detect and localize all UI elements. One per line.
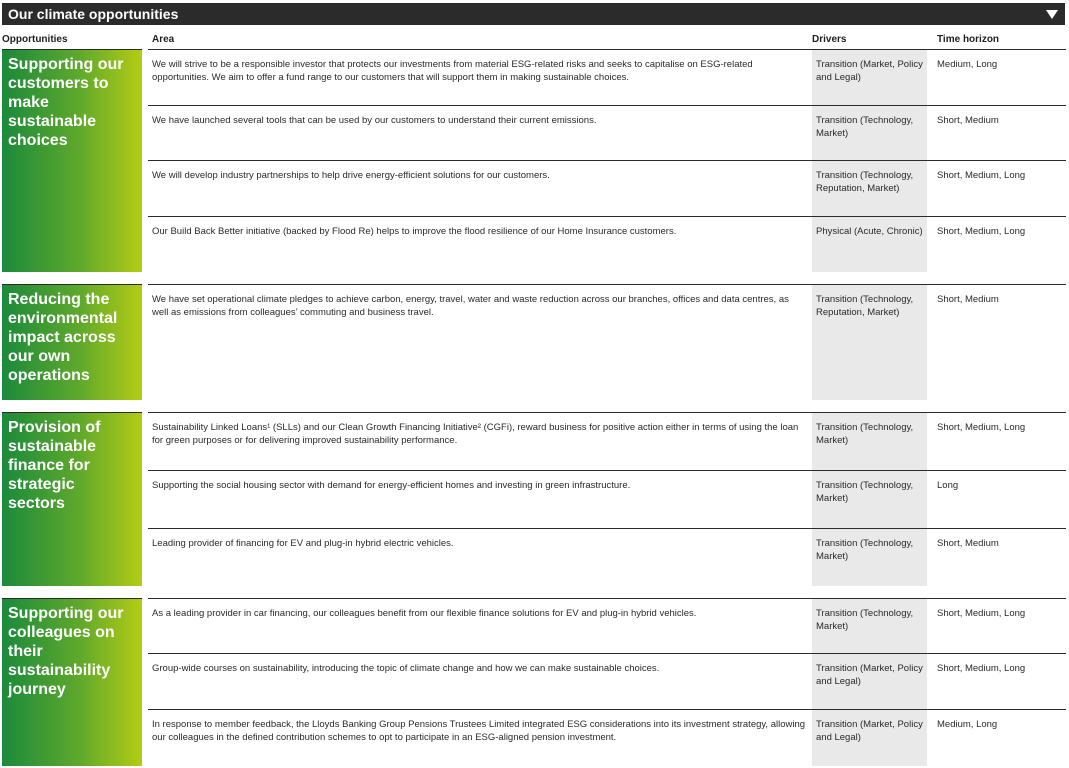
- table-row: [148, 470, 1066, 528]
- time-horizon-cell: Medium, Long: [937, 59, 998, 70]
- area-text: In response to member feedback, the Lloyds Banking Group Pensions Trustees Limited integrated ESG considerations into its investment strategy, allowing our colleagues in the defined contribution schemes to opt to participate in an ESG-aligned pension investment.: [152, 719, 806, 743]
- area-text: Sustainability Linked Loans¹ (SLLs) and our Clean Growth Financing Initiative² (CGFi), reward business for positive action either in terms of using the loan for green purposes or for delivering improved sustainability performance.: [152, 422, 799, 446]
- area-text: Supporting the social housing sector with demand for energy-efficient homes and investing in green infrastructure.: [152, 480, 631, 491]
- column-header-opportunities: Opportunities: [2, 34, 68, 45]
- drivers-cell: Transition (Technology, Market): [812, 106, 927, 160]
- table-row: [148, 709, 1066, 766]
- section-title: Our climate opportunities: [8, 6, 179, 22]
- area-text: Group-wide courses on sustainability, introducing the topic of climate change and how we can make sustainable choices.: [152, 663, 660, 674]
- opportunity-group-customers: Supporting our customers to make sustainable choices: [2, 49, 142, 272]
- drivers-cell: Transition (Technology, Reputation, Market): [812, 285, 927, 400]
- table-row: [148, 653, 1066, 709]
- area-text: Our Build Back Better initiative (backed by Flood Re) helps to improve the flood resilience of our Home Insurance customers.: [152, 226, 677, 237]
- table-row: [148, 105, 1066, 160]
- drivers-cell: Transition (Market, Policy and Legal): [812, 654, 927, 709]
- area-text: As a leading provider in car financing, our colleagues benefit from our flexible finance solutions for EV and plug-in hybrid vehicles.: [152, 608, 697, 619]
- table-row: [148, 598, 1066, 653]
- area-text: Leading provider of financing for EV and plug-in hybrid electric vehicles.: [152, 538, 454, 549]
- drivers-cell: Transition (Technology, Market): [812, 471, 927, 528]
- drivers-cell: Physical (Acute, Chronic): [812, 217, 927, 272]
- time-horizon-cell: Short, Medium: [937, 294, 999, 305]
- area-text: We will strive to be a responsible investor that protects our investments from material ESG-related risks and seeks to capitalise on ESG-related opportunities. We aim to offer a fund range to our customers that will support them in making sustainable choices.: [152, 59, 753, 83]
- drivers-cell: Transition (Market, Policy and Legal): [812, 710, 927, 766]
- time-horizon-cell: Short, Medium, Long: [937, 226, 1026, 237]
- opportunity-group-operations: Reducing the environmental impact across our own operations: [2, 284, 142, 400]
- area-text: We will develop industry partnerships to help drive energy-efficient solutions for our customers.: [152, 170, 550, 181]
- time-horizon-cell: Short, Medium, Long: [937, 663, 1026, 674]
- triangle-down-icon[interactable]: [1046, 10, 1058, 19]
- drivers-cell: Transition (Technology, Reputation, Market): [812, 161, 927, 216]
- section-header[interactable]: [2, 3, 1065, 25]
- column-header-drivers: Drivers: [812, 34, 847, 45]
- opportunity-group-finance: Provision of sustainable finance for strategic sectors: [2, 412, 142, 586]
- drivers-cell: Transition (Technology, Market): [812, 599, 927, 653]
- column-header-time-horizon: Time horizon: [937, 34, 1000, 45]
- time-horizon-cell: Long: [937, 480, 959, 491]
- drivers-cell: Transition (Technology, Market): [812, 529, 927, 586]
- opportunity-group-colleagues: Supporting our colleagues on their sustainability journey: [2, 598, 142, 766]
- table-row: [148, 412, 1066, 470]
- column-header-area: Area: [152, 34, 175, 45]
- table-row: [148, 528, 1066, 586]
- area-text: We have set operational climate pledges to achieve carbon, energy, travel, water and waste reduction across our branches, offices and data centres, as well as emissions from colleagues’ commuting and business travel.: [152, 294, 789, 318]
- table-row: [148, 49, 1066, 105]
- time-horizon-cell: Short, Medium, Long: [937, 170, 1026, 181]
- table-row: [148, 284, 1066, 400]
- time-horizon-cell: Short, Medium, Long: [937, 608, 1026, 619]
- time-horizon-cell: Short, Medium: [937, 538, 999, 549]
- time-horizon-cell: Medium, Long: [937, 719, 998, 730]
- table-row: [148, 216, 1066, 272]
- drivers-cell: Transition (Technology, Market): [812, 413, 927, 470]
- area-text: We have launched several tools that can be used by our customers to understand their current emissions.: [152, 115, 597, 126]
- drivers-cell: Transition (Market, Policy and Legal): [812, 50, 927, 105]
- time-horizon-cell: Short, Medium, Long: [937, 422, 1026, 433]
- time-horizon-cell: Short, Medium: [937, 115, 999, 126]
- table-row: [148, 160, 1066, 216]
